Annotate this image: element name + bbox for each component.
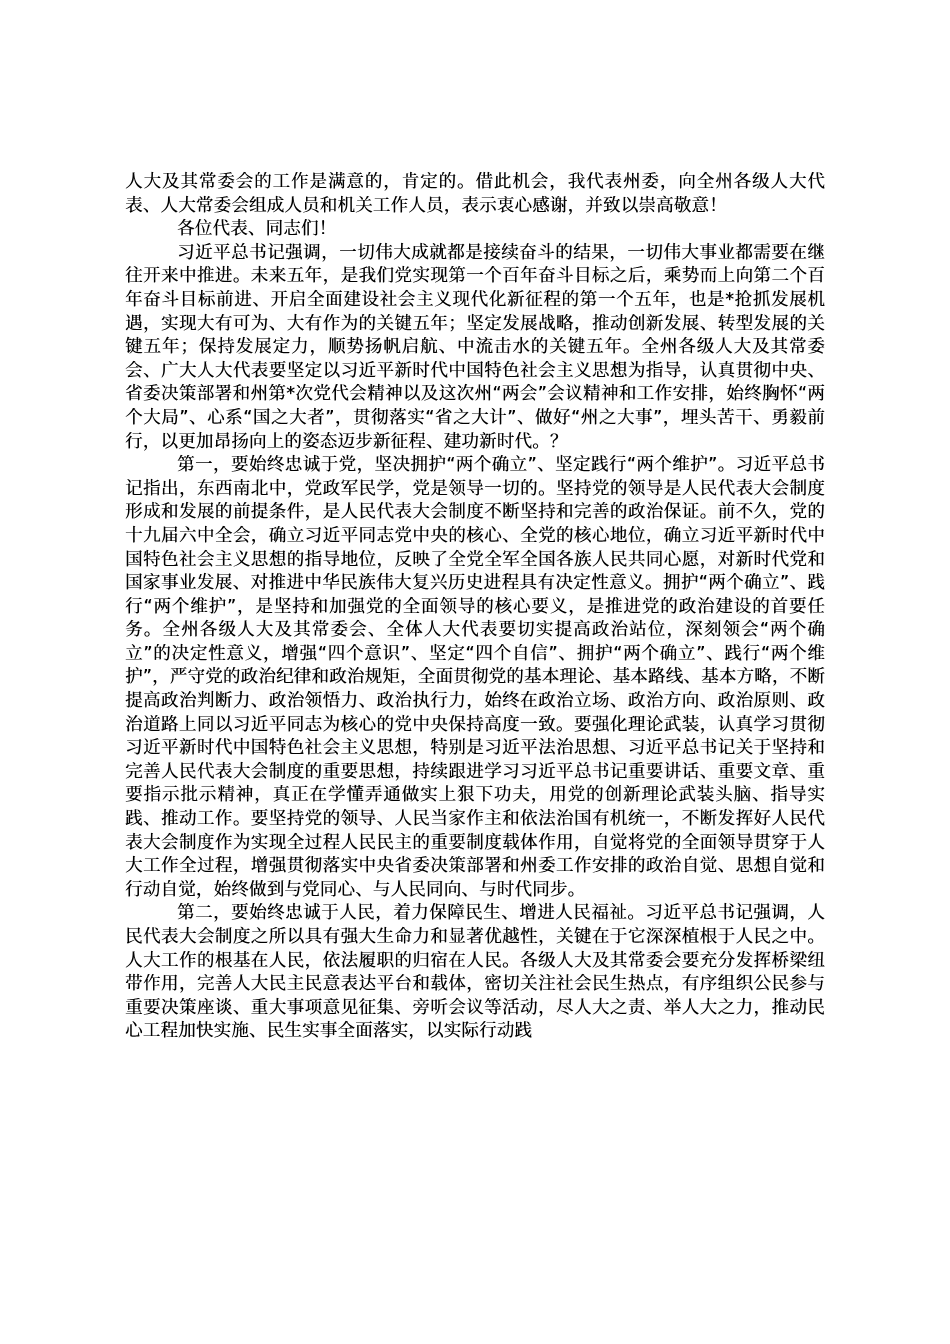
paragraph-2-salutation: 各位代表、同志们！ — [177, 219, 337, 240]
paragraph-5-second-point: 第二，要始终忠诚于人民，着力保障民生、增进人民福祉。习近平总书记强调，人民代表大会制度之所以具有强大生命力和显著优越性，关键在于它深深植根于人民之中。人大工作的根基在人民，依法履职的归宿在人民。各级人大及其常委会要充分发挥桥梁纽带作用，完善人大民主民意表达平台和载体，密切关注社会民生热点，有序组织公民参与重要决策座谈、重大事项意见征集、旁听会议等活动，尽人大之责、举人大之力，推动民心工程加快实施、民生实事全面落实，以实际行动践 — [125, 903, 825, 1042]
paragraph-3: 习近平总书记强调，一切伟大成就都是接续奋斗的结果，一切伟大事业都需要在继往开来中推进。未来五年，是我们党实现第一个百年奋斗目标之后，乘势而上向第二个百年奋斗目标前进、开启全面建设社会主义现代化新征程的第一个五年，也是*抢抓发展机遇，实现大有可为、大有作为的关键五年；坚定发展战略，推动创新发展、转型发展的关键五年；保持发展定力，顺势扬帆启航、中流击水的关键五年。全州各级人大及其常委会、广大人大代表要坚定以习近平新时代中国特色社会主义思想为指导，认真贯彻中央、省委决策部署和州第*次党代会精神以及这次州“两会”会议精神和工作安排，始终胸怀“两个大局”、心系“国之大者”，贯彻落实“省之大计”、做好“州之大事”，埋头苦干、勇毅前行，以更加昂扬向上的姿态迈步新征程、建功新时代。？ — [125, 242, 825, 452]
paragraph-1: 人大及其常委会的工作是满意的，肯定的。借此机会，我代表州委，向全州各级人大代表、人大常委会组成人员和机关工作人员，表示衷心感谢，并致以崇高敬意！ — [125, 172, 825, 216]
document-body — [125, 171, 825, 1044]
paragraph-4-first-point: 第一，要始终忠诚于党，坚决拥护“两个确立”、坚定践行“两个维护”。习近平总书记指出，东西南北中，党政军民学，党是领导一切的。坚持党的领导是人民代表大会制度形成和发展的前提条件，是人民代表大会制度不断坚持和完善的政治保证。前不久，党的十九届六中全会，确立习近平同志党中央的核心、全党的核心地位，确立习近平新时代中国特色社会主义思想的指导地位，反映了全党全军全国各族人民共同心愿，对新时代党和国家事业发展、对推进中华民族伟大复兴历史进程具有决定性意义。拥护“两个确立”、践行“两个维护”，是坚持和加强党的全面领导的核心要义，是推进党的政治建设的首要任务。全州各级人大及其常委会、全体人大代表要切实提高政治站位，深刻领会“两个确立”的决定性意义，增强“四个意识”、坚定“四个自信”、拥护“两个确立”、践行“两个维护”，严守党的政治纪律和政治规矩，全面贯彻党的基本理论、基本路线、基本方略，不断提高政治判断力、政治领悟力、政治执行力，始终在政治立场、政治方向、政治原则、政治道路上同以习近平同志为核心的党中央保持高度一致。要强化理论武装，认真学习贯彻习近平新时代中国特色社会主义思想，特别是习近平法治思想、习近平总书记关于坚持和完善人民代表大会制度的重要思想，持续跟进学习习近平总书记重要讲话、重要文章、重要指示批示精神，真正在学懂弄通做实上狠下功夫，用党的创新理论武装头脑、指导实践、推动工作。要坚持党的领导、人民当家作主和依法治国有机统一，不断发挥好人民代表大会制度作为实现全过程人民民主的重要制度载体作用，自觉将党的全面领导贯穿于人大工作全过程，增强贯彻落实中央省委决策部署和州委工作安排的政治自觉、思想自觉和行动自觉，始终做到与党同心、与人民同向、与时代同步。 — [125, 455, 825, 900]
